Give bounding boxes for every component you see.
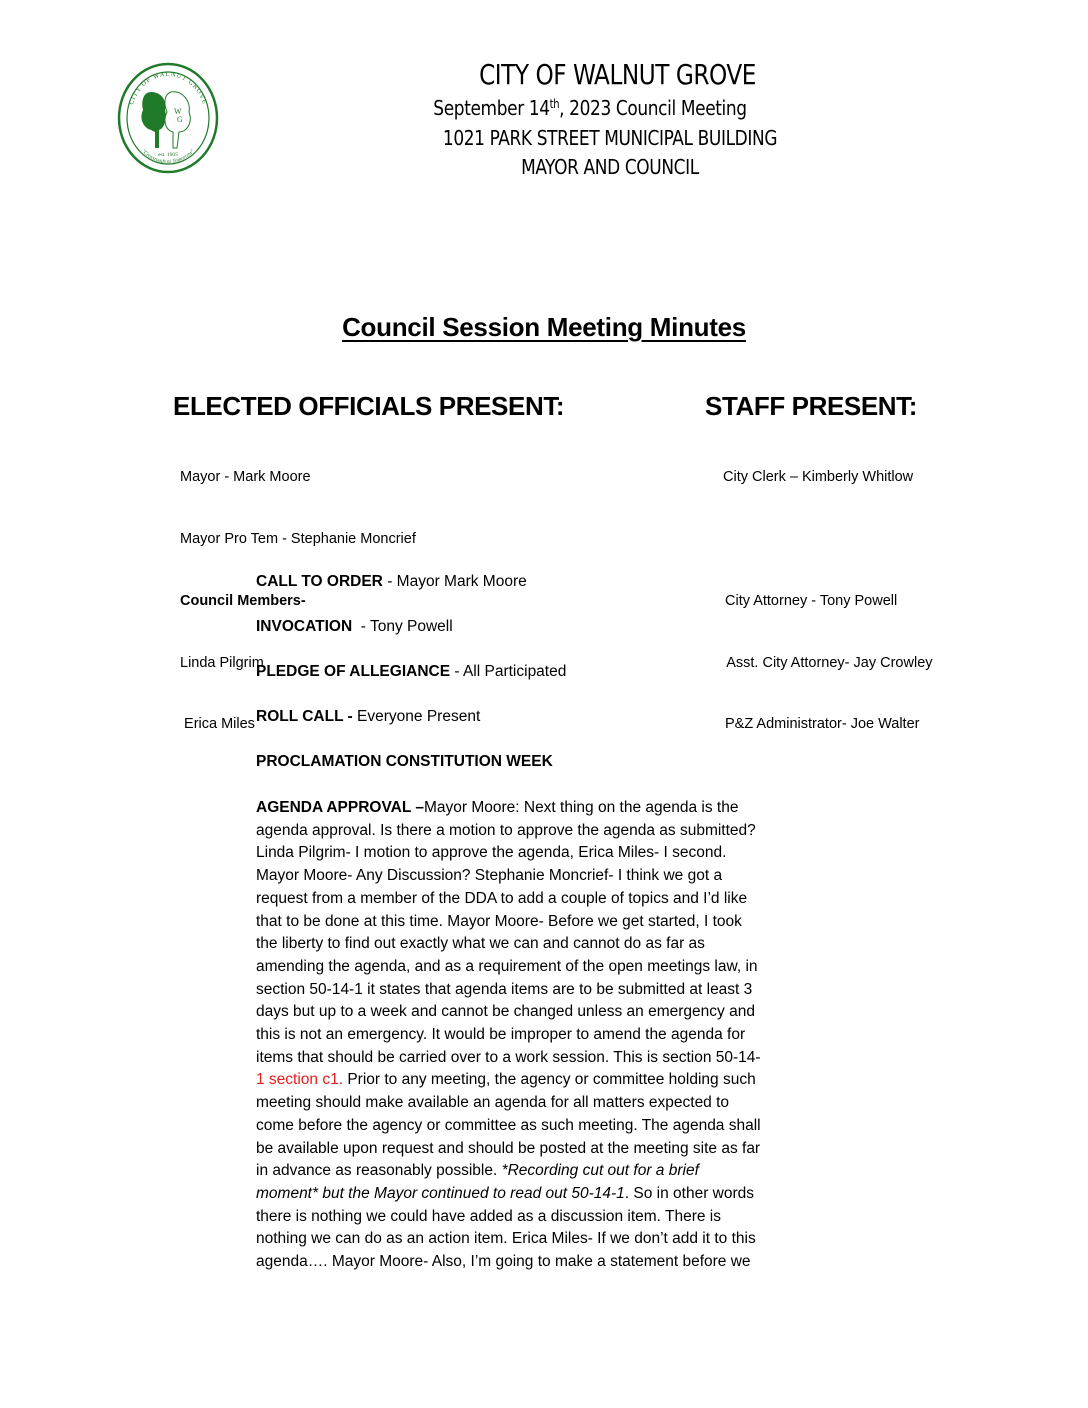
para-text: . So in other words	[624, 1184, 755, 1202]
meeting-body: MAYOR AND COUNCIL	[521, 155, 699, 179]
elected-officials-heading: ELECTED OFFICIALS PRESENT:	[173, 391, 565, 421]
para-line	[256, 1069, 856, 1092]
para-line: days but up to a week and cannot be changed unless an emergency and	[256, 1003, 755, 1021]
staff-line	[723, 529, 933, 550]
svg-text:W: W	[174, 107, 182, 116]
document-title: Council Session Meeting Minutes	[342, 312, 746, 342]
item-label: INVOCATION	[256, 618, 353, 635]
para-line: meeting should make available an agenda for all matters expected to	[256, 1094, 730, 1112]
staff-line: City Attorney - Tony Powell	[725, 592, 898, 609]
para-line: request from a member of the DDA to add a couple of topics and I’d like	[256, 889, 748, 907]
meeting-address: 1021 PARK STREET MUNICIPAL BUILDING	[442, 126, 778, 150]
item-label: PLEDGE OF ALLEGIANCE	[256, 663, 451, 680]
para-line: that to be done at this time. Mayor Moore- Before we get started, I took	[256, 912, 742, 930]
city-name: CITY OF WALNUT GROVE	[479, 58, 756, 91]
item-sep: -	[450, 663, 463, 680]
seal-icon	[117, 62, 219, 174]
agenda-item-proclamation	[256, 753, 553, 771]
elected-line: Linda Pilgrim	[180, 654, 264, 671]
meeting-date	[397, 96, 783, 120]
para-line	[256, 1183, 856, 1206]
elected-line: Erica Miles	[180, 716, 255, 733]
item-label: ROLL CALL -	[256, 708, 353, 725]
elected-line: Mayor - Mark Moore	[180, 469, 311, 486]
para-line: there is nothing we could have added as a discussion item. There is	[256, 1207, 721, 1225]
para-line: be available upon request and should be posted at the meeting site as far	[256, 1139, 761, 1157]
item-sep: -	[352, 618, 370, 635]
date-suffix: , 2023 Council Meeting	[559, 96, 747, 120]
para-line: nothing we can do as an action item. Erica Miles- If we don’t add it to this	[256, 1230, 756, 1248]
staff-line: P&Z Administrator- Joe Walter	[725, 716, 920, 733]
agenda-item-pledge	[256, 663, 566, 681]
agenda-approval-paragraph	[256, 797, 856, 1274]
para-text: Mayor Moore: Next thing on the agenda is the	[423, 799, 739, 816]
para-line: amending the agenda, and as a requirement of the open meetings law, in	[256, 957, 758, 975]
agenda-approval-label: AGENDA APPROVAL –	[256, 799, 424, 816]
staff-present-heading: STAFF PRESENT:	[705, 391, 918, 421]
svg-text:est. 1905: est. 1905	[158, 152, 178, 158]
item-label: PROCLAMATION CONSTITUTION WEEK	[256, 753, 553, 770]
city-seal-logo	[117, 62, 219, 174]
elected-line: Mayor Pro Tem - Stephanie Moncrief	[180, 530, 416, 547]
item-value: Mayor Mark Moore	[396, 573, 527, 590]
para-text: Prior to any meeting, the agency or committee holding such	[343, 1071, 756, 1089]
agenda-item-roll-call	[256, 708, 480, 726]
para-line: agenda…. Mayor Moore- Also, I’m going to make a statement before we	[256, 1253, 751, 1271]
elected-line: Council Members-	[180, 592, 306, 609]
para-line: agenda approval. Is there a motion to approve the agenda as submitted?	[256, 821, 756, 839]
svg-text:CITY OF WALNUT GROVE: CITY OF WALNUT GROVE	[128, 70, 208, 106]
para-line: this is not an emergency. It would be improper to amend the agenda for	[256, 1026, 746, 1044]
item-label: CALL TO ORDER	[256, 573, 383, 590]
para-line: come before the agency or committee as such meeting. The agenda shall	[256, 1116, 761, 1134]
item-value: All Participated	[462, 663, 567, 680]
section-reference-highlight: 1 section c1.	[256, 1071, 344, 1089]
para-line	[256, 797, 856, 820]
agenda-item-call-to-order	[256, 573, 527, 591]
svg-text:"Crossroads to Tomorrow": "Crossroads to Tomorrow"	[140, 148, 196, 166]
para-line: the liberty to find out exactly what we can and cannot do as far as	[256, 935, 705, 953]
para-line: items that should be carried over to a work session. This is section 50-14-	[256, 1048, 761, 1066]
para-line: section 50-14-1 it states that agenda items are to be submitted at least 3	[256, 980, 753, 998]
agenda-item-invocation	[256, 618, 453, 636]
staff-line: City Clerk – Kimberly Whitlow	[723, 469, 914, 486]
svg-text:G: G	[177, 115, 183, 124]
date-prefix: September 14	[433, 96, 550, 120]
para-line	[256, 1160, 856, 1183]
staff-line: Asst. City Attorney- Jay Crowley	[723, 654, 933, 671]
staff-present-list	[723, 426, 933, 756]
recording-note: moment* but the Mayor continued to read out 50-14-1	[256, 1184, 625, 1202]
item-value: Tony Powell	[369, 618, 453, 635]
para-line: Mayor Moore- Any Discussion? Stephanie Moncrief- I think we got a	[256, 867, 723, 885]
item-value: Everyone Present	[357, 708, 481, 725]
para-text: in advance as reasonably possible.	[256, 1162, 502, 1180]
recording-note: *Recording cut out for a brief	[501, 1162, 699, 1180]
para-line: Linda Pilgrim- I motion to approve the agenda, Erica Miles- I second.	[256, 844, 727, 862]
date-ordinal: th	[549, 97, 560, 111]
item-sep: -	[382, 573, 397, 590]
